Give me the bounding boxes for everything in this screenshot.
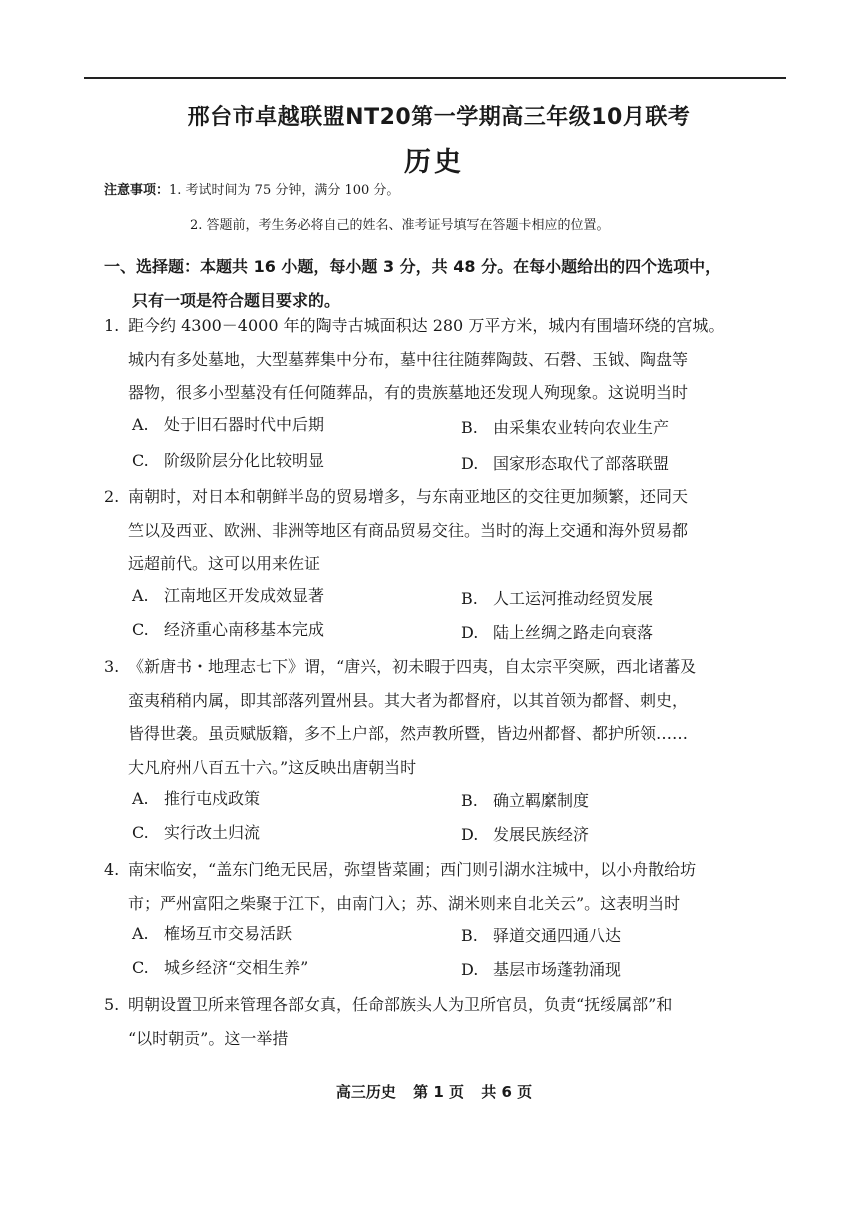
footer-total-pages: 共 6 页 — [481, 1083, 533, 1101]
notice-item-1: 1. 考试时间为 75 分钟，满分 100 分。 — [169, 183, 400, 198]
question-3 — [104, 650, 784, 784]
question-text: 南朝时，对日本和朝鲜半岛的贸易增多，与东南亚地区的交往更加频繁，还同天 — [128, 487, 689, 506]
option-c[interactable]: C. 城乡经济“交相生养” — [132, 958, 309, 977]
question-text: “以时朝贡”。这一举措 — [128, 1028, 289, 1048]
question-text: 距今约 4300－4000 年的陶寺古城面积达 280 万平方米，城内有围墙环绕的宫城。 — [128, 316, 725, 335]
option-b[interactable]: B. 确立羁縻制度 — [461, 791, 590, 810]
notice-line-1 — [104, 179, 399, 198]
question-1 — [104, 309, 784, 410]
question-text: 蛮夷稍稍内属，即其部落列置州县。其大者为都督府，以其首领为都督、刺史， — [128, 690, 689, 710]
option-a[interactable]: A. 榷场互市交易活跃 — [132, 924, 293, 943]
section-line-2: 只有一项是符合题目要求的。 — [132, 291, 341, 310]
question-text: 大凡府州八百五十六。”这反映出唐朝当时 — [128, 757, 417, 777]
question-4 — [104, 853, 784, 920]
option-c[interactable]: C. 经济重心南移基本完成 — [132, 620, 325, 639]
footer-subject: 高三历史 — [335, 1083, 396, 1101]
question-text: 市；严州富阳之柴聚于江下，由南门入；苏、湖米则来自北关云”。这表明当时 — [128, 893, 681, 913]
exam-title: 邢台市卓越联盟NT20第一学期高三年级10月联考 — [187, 105, 691, 130]
option-d[interactable]: D. 基层市场蓬勃涌现 — [461, 960, 622, 979]
option-b[interactable]: B. 驿道交通四通八达 — [461, 926, 622, 945]
top-rule — [84, 77, 786, 79]
question-text: 皆得世袭。虽贡赋版籍，多不上户部，然声教所暨，皆边州都督、都护所领…… — [128, 724, 689, 743]
question-text: 城内有多处墓地，大型墓葬集中分布，墓中往往随葬陶鼓、石磬、玉钺、陶盘等 — [128, 349, 689, 369]
section-line-1: 一、选择题：本题共 16 小题，每小题 3 分，共 48 分。在每小题给出的四个选项中， — [104, 257, 722, 276]
option-a[interactable]: A. 推行屯戍政策 — [132, 789, 261, 808]
option-a[interactable]: A. 江南地区开发成效显著 — [132, 586, 325, 605]
option-a[interactable]: A. 处于旧石器时代中后期 — [132, 415, 325, 434]
question-text: 《新唐书・地理志七下》谓，“唐兴，初未暇于四夷，自太宗平突厥，西北诸蕃及 — [128, 657, 697, 676]
option-d[interactable]: D. 发展民族经济 — [461, 825, 590, 844]
question-text: 器物，很多小型墓没有任何随葬品，有的贵族墓地还发现人殉现象。这说明当时 — [128, 383, 689, 402]
option-c[interactable]: C. 实行改土归流 — [132, 823, 261, 842]
option-c[interactable]: C. 阶级阶层分化比较明显 — [132, 451, 325, 470]
question-text: 竺以及西亚、欧洲、非洲等地区有商品贸易交往。当时的海上交通和海外贸易都 — [128, 520, 689, 540]
question-text: 明朝设置卫所来管理各部女真，任命部族头人为卫所官员，负责“抚绥属部”和 — [128, 995, 673, 1014]
question-number: 2. — [104, 487, 120, 506]
page-footer — [0, 1081, 868, 1102]
subject-title: 历史 — [404, 147, 464, 178]
question-2 — [104, 480, 784, 581]
notice-item-2: 2. 答题前，考生务必将自己的姓名、准考证号填写在答题卡相应的位置。 — [190, 218, 610, 233]
section-heading — [104, 250, 784, 318]
question-text: 远超前代。这可以用来佐证 — [128, 554, 321, 573]
question-5 — [104, 988, 784, 1055]
option-d[interactable]: D. 陆上丝绸之路走向衰落 — [461, 623, 654, 642]
question-number: 4. — [104, 860, 120, 879]
notice-label: 注意事项： — [104, 183, 170, 198]
question-number: 1. — [104, 316, 120, 335]
question-number: 5. — [104, 995, 120, 1014]
question-text: 南宋临安，“盖东门绝无民居，弥望皆菜圃；西门则引湖水注城中，以小舟散给坊 — [128, 860, 697, 879]
footer-page-number: 第 1 页 — [413, 1083, 464, 1101]
option-b[interactable]: B. 人工运河推动经贸发展 — [461, 589, 654, 608]
question-number: 3. — [104, 657, 120, 676]
option-b[interactable]: B. 由采集农业转向农业生产 — [461, 418, 670, 437]
option-d[interactable]: D. 国家形态取代了部落联盟 — [461, 454, 670, 473]
